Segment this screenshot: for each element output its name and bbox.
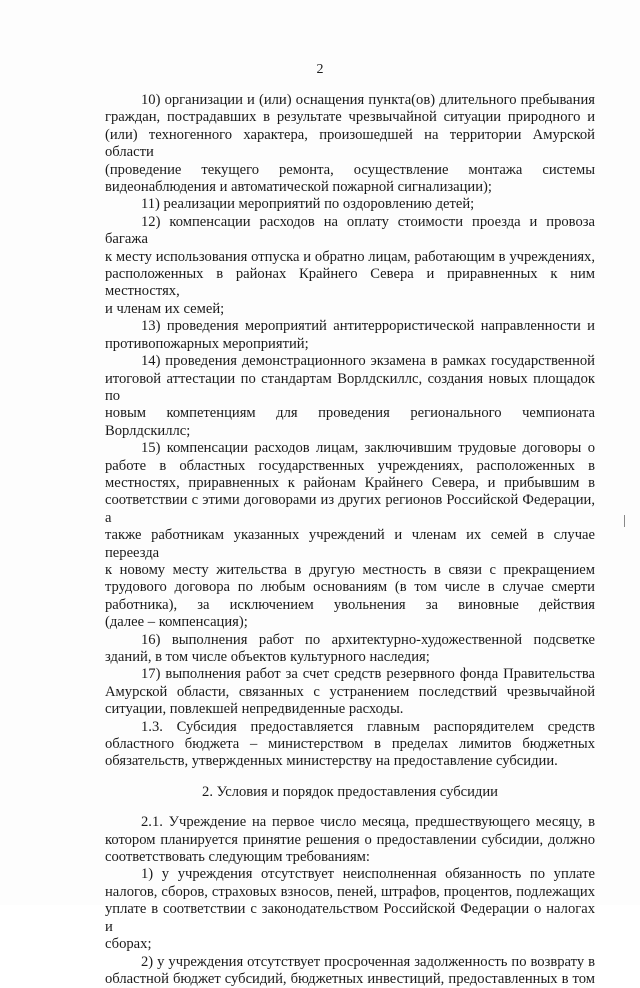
paragraphs-before — [105, 92, 595, 771]
text-line: (далее – компенсация); — [105, 614, 595, 631]
text-line: также работникам указанных учреждений и членам их семей в случае переезда — [105, 527, 595, 562]
text-line: соответствовать следующим требованиям: — [105, 849, 595, 866]
paragraph-p10 — [105, 92, 595, 196]
text-line: 16) выполнения работ по архитектурно-художественной подсветке — [105, 632, 595, 649]
text-line: 10) организации и (или) оснащения пункта(ов) длительного пребывания — [105, 92, 595, 109]
text-line: (или) техногенного характера, произошедшей на территории Амурской области — [105, 127, 595, 162]
paragraph-p15 — [105, 440, 595, 631]
paragraph-p12 — [105, 214, 595, 318]
text-line: 2.1. Учреждение на первое число месяца, предшествующего месяцу, в — [105, 814, 595, 831]
paragraph-p13 — [105, 318, 595, 353]
text-line: работе в областных государственных учреждениях, расположенных в — [105, 458, 595, 475]
text-line: противопожарных мероприятий; — [105, 336, 595, 353]
paragraph-p17 — [105, 666, 595, 718]
text-line: 12) компенсации расходов на оплату стоимости проезда и провоза багажа — [105, 214, 595, 249]
text-line: уплате в соответствии с законодательством Российской Федерации о налогах и — [105, 901, 595, 936]
text-line: к месту использования отпуска и обратно лицам, работающим в учреждениях, — [105, 249, 595, 266]
text-line: 1.3. Субсидия предоставляется главным распорядителем средств — [105, 719, 595, 736]
text-line: к новому месту жительства в другую местность в связи с прекращением — [105, 562, 595, 579]
paragraph-p16 — [105, 632, 595, 667]
text-line: Амурской области, связанных с устранением последствий чрезвычайной — [105, 684, 595, 701]
text-line: 1) у учреждения отсутствует неисполненная обязанность по уплате — [105, 866, 595, 883]
paragraph-p14 — [105, 353, 595, 440]
text-line: итоговой аттестации по стандартам Ворлдскиллс, создания новых площадок по — [105, 371, 595, 406]
text-line: 13) проведения мероприятий антитеррористической направленности и — [105, 318, 595, 335]
text-line: 15) компенсации расходов лицам, заключившим трудовые договоры о — [105, 440, 595, 457]
text-line: 11) реализации мероприятий по оздоровлению детей; — [105, 196, 595, 213]
paragraph-p2_1 — [105, 814, 595, 866]
scan-artifact — [624, 515, 625, 527]
text-line: граждан, пострадавших в результате чрезвычайной ситуации природного и — [105, 109, 595, 126]
paragraph-p11 — [105, 196, 595, 213]
text-line: сборах; — [105, 936, 595, 953]
paragraph-p2_1_1 — [105, 866, 595, 953]
text-line: (проведение текущего ремонта, осуществление монтажа системы — [105, 162, 595, 179]
text-line: обязательств, утвержденных министерству на предоставление субсидии. — [105, 753, 595, 770]
text-line: областной бюджет субсидий, бюджетных инвестиций, предоставленных в том — [105, 971, 595, 988]
text-line: видеонаблюдения и автоматической пожарной сигнализации); — [105, 179, 595, 196]
text-line: новым компетенциям для проведения регионального чемпионата Ворлдскиллс; — [105, 405, 595, 440]
text-line: ситуации, повлекшей непредвиденные расходы. — [105, 701, 595, 718]
page-number: 2 — [0, 62, 640, 78]
text-line: местностях, приравненных к районам Крайнего Севера, и прибывшим в — [105, 475, 595, 492]
text-line: областного бюджета – министерством в пределах лимитов бюджетных — [105, 736, 595, 753]
paragraph-p2_1_2 — [105, 954, 595, 988]
paragraphs-after — [105, 814, 595, 988]
text-line: 17) выполнения работ за счет средств резервного фонда Правительства — [105, 666, 595, 683]
text-line: расположенных в районах Крайнего Севера и приравненных к ним местностях, — [105, 266, 595, 301]
text-line: и членам их семей; — [105, 301, 595, 318]
section-heading: 2. Условия и порядок предоставления субсидии — [105, 784, 595, 801]
text-line: налогов, сборов, страховых взносов, пеней, штрафов, процентов, подлежащих — [105, 884, 595, 901]
document-body — [105, 92, 595, 988]
text-line: зданий, в том числе объектов культурного наследия; — [105, 649, 595, 666]
text-line: котором планируется принятие решения о предоставлении субсидии, должно — [105, 832, 595, 849]
paragraph-p1_3 — [105, 719, 595, 771]
text-line: 2) у учреждения отсутствует просроченная задолженность по возврату в — [105, 954, 595, 971]
text-line: работника), за исключением увольнения за виновные действия — [105, 597, 595, 614]
text-line: соответствии с этими договорами из других регионов Российской Федерации, а — [105, 492, 595, 527]
text-line: 14) проведения демонстрационного экзамена в рамках государственной — [105, 353, 595, 370]
text-line: трудового договора по любым основаниям (в том числе в случае смерти — [105, 579, 595, 596]
